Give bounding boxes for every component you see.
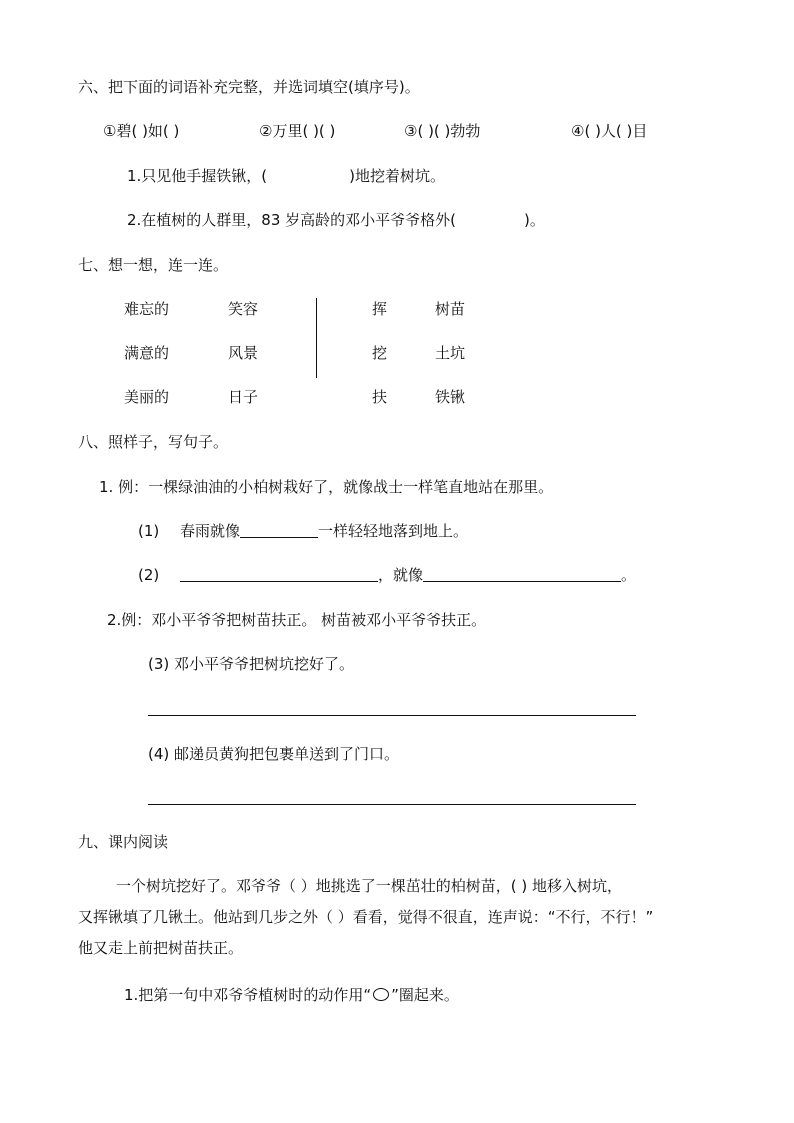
match-right-noun: 土坑 bbox=[435, 344, 466, 362]
match-left-word: 美丽的 bbox=[124, 388, 170, 406]
answer-blank[interactable] bbox=[180, 565, 378, 582]
circle-icon bbox=[373, 988, 389, 1001]
section-6-title: 六、把下面的词语补充完整，并选词填空(填序号)。 bbox=[78, 78, 420, 96]
reading-question-1: 1.把第一句中邓爷爷植树时的动作用“ ”圈起来。 bbox=[124, 986, 459, 1004]
idiom-item-4: ④( )人( )目 bbox=[571, 122, 648, 140]
sentence-1: (1) 春雨就像 一样轻轻地落到地上。 bbox=[138, 522, 469, 540]
answer-blank[interactable] bbox=[240, 521, 318, 538]
answer-blank[interactable] bbox=[423, 565, 621, 582]
sentence-3: (3) 邓小平爷爷把树坑挖好了。 bbox=[148, 655, 355, 673]
match-right-noun: 树苗 bbox=[435, 300, 466, 318]
match-right-verb: 挥 bbox=[372, 300, 388, 318]
fill-question-2: 2.在植树的人群里，83 岁高龄的邓小平爷爷格外( )。 bbox=[127, 211, 545, 229]
match-left-noun: 风景 bbox=[228, 344, 259, 362]
answer-line-4[interactable] bbox=[148, 804, 636, 805]
reading-paragraph-line-2: 又挥锹填了几锹土。他站到几步之外（ ）看看，觉得不很直，连声说：“不行，不行！” bbox=[78, 908, 654, 926]
sentence-4: (4) 邮递员黄狗把包裹单送到了门口。 bbox=[148, 745, 400, 763]
example-1: 1. 例：一棵绿油油的小柏树栽好了，就像战士一样笔直地站在那里。 bbox=[99, 478, 554, 496]
reading-paragraph-line-3: 他又走上前把树苗扶正。 bbox=[78, 939, 244, 957]
match-left-noun: 笑容 bbox=[228, 300, 259, 318]
idiom-item-2: ②万里( )( ) bbox=[259, 122, 336, 140]
section-7-title: 七、想一想，连一连。 bbox=[78, 256, 229, 274]
reading-paragraph-line-1: 一个树坑挖好了。邓爷爷（ ）地挑选了一棵茁壮的柏树苗，( ) 地移入树坑， bbox=[116, 877, 623, 895]
match-left-word: 难忘的 bbox=[124, 300, 170, 318]
idiom-item-1: ①碧( )如( ) bbox=[103, 122, 180, 140]
match-right-noun: 铁锹 bbox=[435, 388, 466, 406]
sentence-2: (2) ，就像 。 bbox=[138, 566, 637, 584]
answer-line-3[interactable] bbox=[148, 715, 636, 716]
fill-question-1: 1.只见他手握铁锹，( )地挖着树坑。 bbox=[127, 167, 446, 185]
section-9-title: 九、课内阅读 bbox=[78, 833, 169, 851]
column-divider bbox=[316, 298, 317, 378]
section-8-title: 八、照样子，写句子。 bbox=[78, 433, 229, 451]
match-right-verb: 挖 bbox=[372, 344, 388, 362]
match-left-noun: 日子 bbox=[228, 388, 259, 406]
match-left-word: 满意的 bbox=[124, 344, 170, 362]
idiom-item-3: ③( )( )勃勃 bbox=[404, 122, 481, 140]
example-2: 2.例：邓小平爷爷把树苗扶正。 树苗被邓小平爷爷扶正。 bbox=[107, 611, 487, 629]
match-right-verb: 扶 bbox=[372, 388, 388, 406]
